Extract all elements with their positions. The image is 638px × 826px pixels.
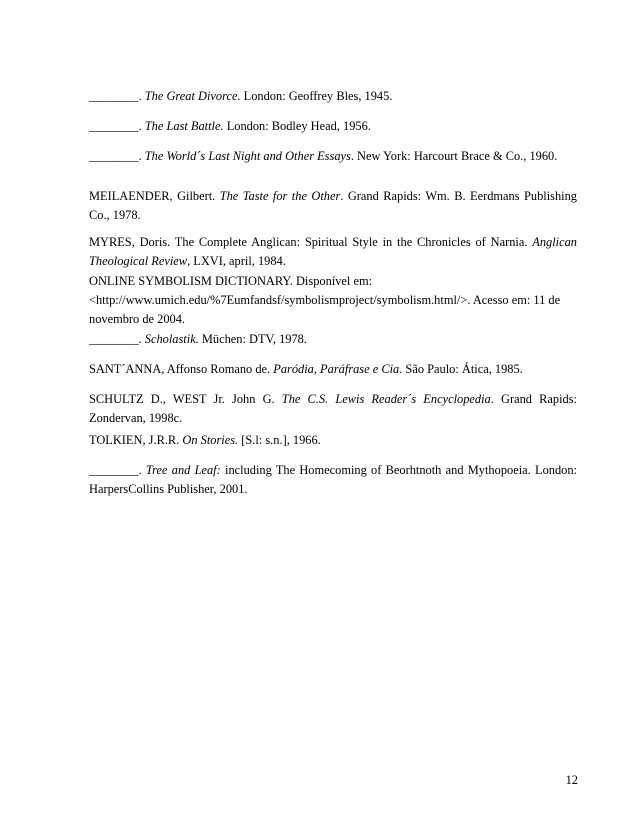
reference-title: Anglican Theological Review — [89, 235, 577, 268]
reference-text: MEILAENDER, Gilbert. — [89, 189, 220, 203]
reference-text: . Grand Rapids: Wm. B. Eerdmans Publishing Co., 1978. — [89, 189, 578, 222]
reference-entry — [89, 330, 577, 349]
reference-entry — [89, 187, 577, 225]
reference-text: . São Paulo: Ática, 1985. — [399, 362, 523, 376]
reference-text: , LXVI, april, 1984. — [187, 254, 286, 268]
reference-title: The Last Battle. — [144, 119, 224, 133]
reference-title: The Great Divorce. — [144, 89, 241, 103]
reference-text: London: Geoffrey Bles, 1945. — [240, 89, 393, 103]
reference-text: London: Bodley Head, 1956. — [223, 119, 371, 133]
reference-entry — [89, 87, 577, 106]
reference-title: The C.S. Lewis Reader´s Encyclopedia — [281, 392, 491, 406]
reference-text: [S.l: s.n.], 1966. — [238, 433, 321, 447]
reference-text: MYRES, Doris. The Complete Anglican: Spiritual Style in the Chronicles of Narnia. — [89, 235, 533, 249]
reference-entry — [89, 431, 577, 450]
reference-text: Müchen: DTV, 1978. — [198, 332, 307, 346]
reference-entry — [89, 461, 577, 499]
reference-text: . Grand Rapids: Zondervan, 1998c. — [89, 392, 577, 425]
reference-text: ________. — [89, 89, 145, 103]
reference-title: Paródia, Paráfrase e Cia — [273, 362, 400, 376]
reference-text: ONLINE SYMBOLISM DICTIONARY. Disponível em: <http://www.umich.edu/%7Eumfandsf/symbolismproject/symbolism.html/>. Acesso em: 11 de novembro de 2004. — [89, 274, 561, 326]
reference-entry — [89, 360, 577, 379]
reference-title: Scholastik. — [144, 332, 199, 346]
reference-text: ________. — [89, 119, 145, 133]
reference-text: ________. — [89, 463, 146, 477]
reference-entry — [89, 147, 577, 166]
reference-text: ________. — [89, 149, 145, 163]
reference-title: On Stories. — [182, 433, 239, 447]
reference-entry — [89, 390, 577, 428]
reference-text: ________. — [89, 332, 145, 346]
reference-title: Tree and Leaf: — [145, 463, 221, 477]
reference-text: TOLKIEN, J.R.R. — [89, 433, 183, 447]
reference-title: The World´s Last Night and Other Essays — [144, 149, 351, 163]
reference-text: SCHULTZ D., WEST Jr. John G. — [89, 392, 282, 406]
reference-text: . New York: Harcourt Brace & Co., 1960. — [350, 149, 558, 163]
reference-entry — [89, 272, 577, 329]
page-number: 12 — [565, 773, 578, 787]
reference-text: SANT´ANNA, Affonso Romano de. — [89, 362, 274, 376]
reference-entry — [89, 233, 577, 271]
reference-title: The Taste for the Other — [219, 189, 341, 203]
reference-text: including The Homecoming of Beorhtnoth and Mythopoeia. London: HarpersCollins Publisher, 2001. — [89, 463, 577, 496]
reference-entry — [89, 117, 577, 136]
